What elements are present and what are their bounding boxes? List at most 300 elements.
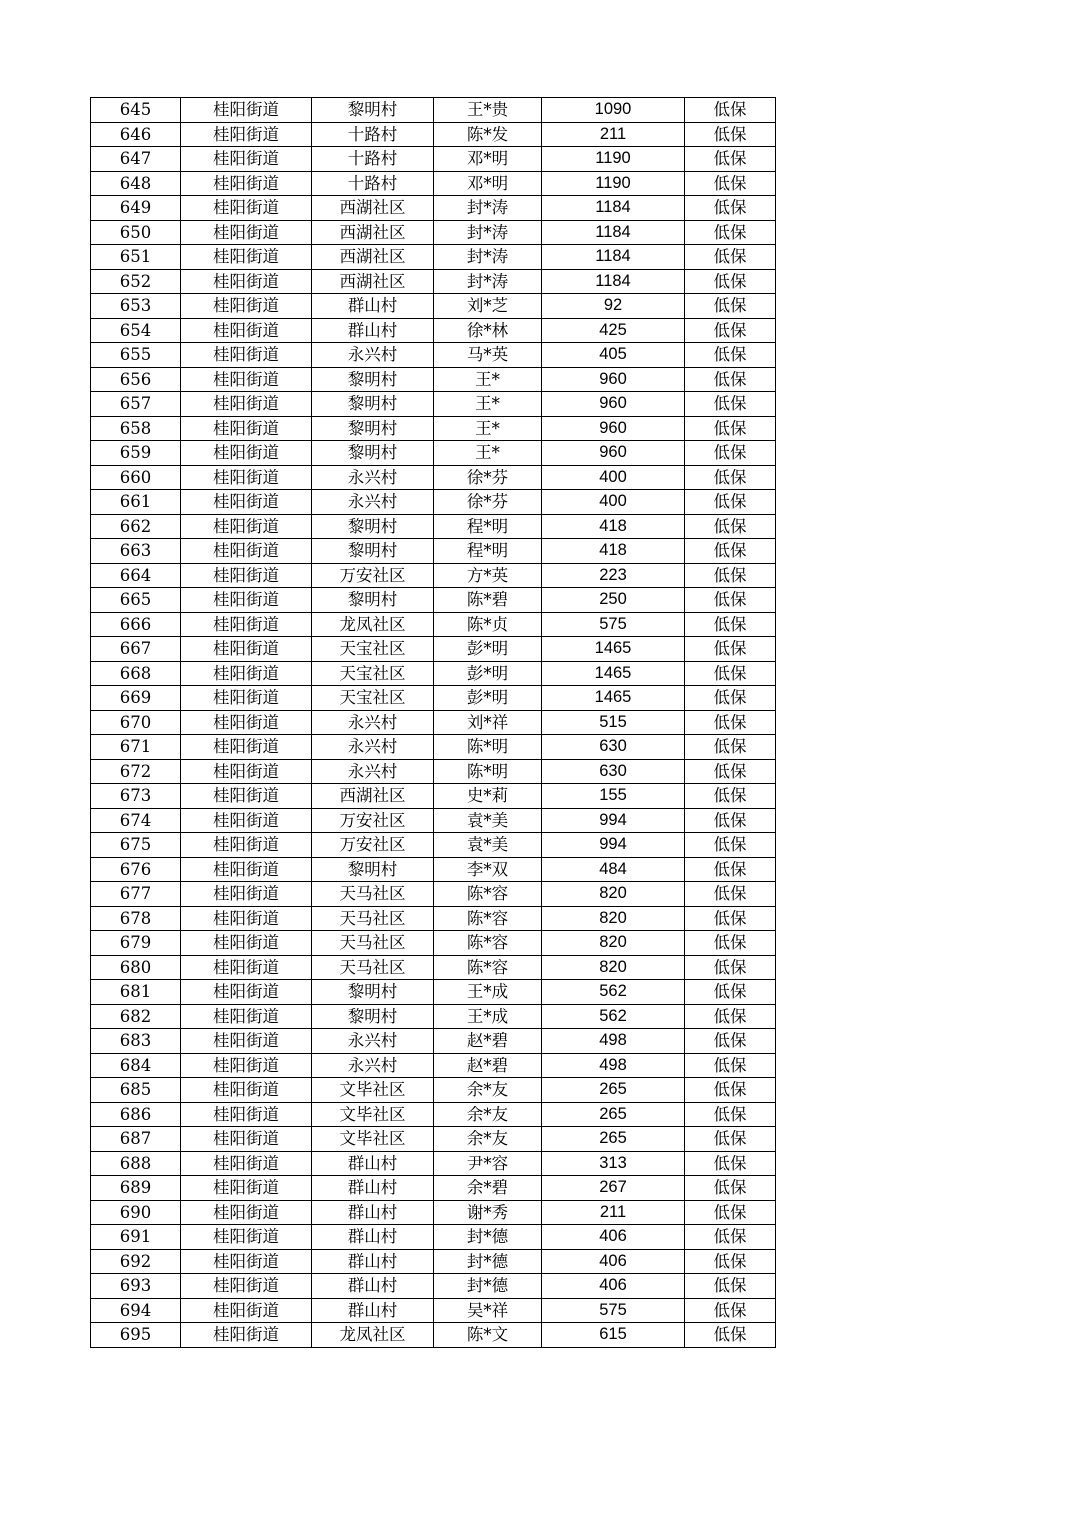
community-cell: 黎明村: [312, 441, 434, 466]
table-row: [91, 539, 776, 564]
row-number-cell: 664: [91, 563, 181, 588]
community-cell: 黎明村: [312, 98, 434, 123]
type-cell: 低保: [685, 1274, 776, 1299]
row-number-cell: 687: [91, 1127, 181, 1152]
amount-cell: 265: [542, 1127, 685, 1152]
table-row: [91, 245, 776, 270]
name-cell: 徐*芬: [434, 465, 542, 490]
table-row: [91, 98, 776, 123]
community-cell: 群山村: [312, 1176, 434, 1201]
table-row: [91, 196, 776, 221]
table-row: [91, 318, 776, 343]
street-cell: 桂阳街道: [181, 1151, 312, 1176]
name-cell: 陈*容: [434, 882, 542, 907]
type-cell: 低保: [685, 686, 776, 711]
table-row: [91, 1004, 776, 1029]
community-cell: 黎明村: [312, 367, 434, 392]
table-row: [91, 220, 776, 245]
table-row: [91, 490, 776, 515]
amount-cell: 1465: [542, 637, 685, 662]
table-row: [91, 588, 776, 613]
table-row: [91, 759, 776, 784]
table-row: [91, 686, 776, 711]
street-cell: 桂阳街道: [181, 1078, 312, 1103]
type-cell: 低保: [685, 294, 776, 319]
name-cell: 方*英: [434, 563, 542, 588]
street-cell: 桂阳街道: [181, 416, 312, 441]
type-cell: 低保: [685, 612, 776, 637]
name-cell: 余*友: [434, 1127, 542, 1152]
community-cell: 群山村: [312, 294, 434, 319]
type-cell: 低保: [685, 1200, 776, 1225]
row-number-cell: 677: [91, 882, 181, 907]
street-cell: 桂阳街道: [181, 343, 312, 368]
name-cell: 王*: [434, 416, 542, 441]
table-row: [91, 122, 776, 147]
row-number-cell: 655: [91, 343, 181, 368]
data-table-container: [90, 97, 776, 1348]
type-cell: 低保: [685, 1225, 776, 1250]
table-row: [91, 1078, 776, 1103]
name-cell: 程*明: [434, 539, 542, 564]
type-cell: 低保: [685, 833, 776, 858]
amount-cell: 1190: [542, 171, 685, 196]
street-cell: 桂阳街道: [181, 710, 312, 735]
street-cell: 桂阳街道: [181, 98, 312, 123]
community-cell: 天宝社区: [312, 661, 434, 686]
table-row: [91, 882, 776, 907]
row-number-cell: 688: [91, 1151, 181, 1176]
name-cell: 王*贵: [434, 98, 542, 123]
street-cell: 桂阳街道: [181, 857, 312, 882]
type-cell: 低保: [685, 514, 776, 539]
amount-cell: 1090: [542, 98, 685, 123]
amount-cell: 400: [542, 490, 685, 515]
street-cell: 桂阳街道: [181, 1249, 312, 1274]
table-row: [91, 367, 776, 392]
amount-cell: 405: [542, 343, 685, 368]
name-cell: 王*成: [434, 1004, 542, 1029]
community-cell: 黎明村: [312, 980, 434, 1005]
type-cell: 低保: [685, 1298, 776, 1323]
row-number-cell: 689: [91, 1176, 181, 1201]
community-cell: 黎明村: [312, 416, 434, 441]
table-row: [91, 637, 776, 662]
name-cell: 谢*秀: [434, 1200, 542, 1225]
street-cell: 桂阳街道: [181, 955, 312, 980]
community-cell: 永兴村: [312, 735, 434, 760]
row-number-cell: 674: [91, 808, 181, 833]
street-cell: 桂阳街道: [181, 294, 312, 319]
name-cell: 王*: [434, 392, 542, 417]
row-number-cell: 671: [91, 735, 181, 760]
community-cell: 永兴村: [312, 1053, 434, 1078]
community-cell: 天马社区: [312, 882, 434, 907]
name-cell: 陈*容: [434, 955, 542, 980]
table-row: [91, 563, 776, 588]
row-number-cell: 682: [91, 1004, 181, 1029]
type-cell: 低保: [685, 490, 776, 515]
street-cell: 桂阳街道: [181, 490, 312, 515]
row-number-cell: 670: [91, 710, 181, 735]
community-cell: 十路村: [312, 171, 434, 196]
amount-cell: 630: [542, 759, 685, 784]
type-cell: 低保: [685, 220, 776, 245]
amount-cell: 498: [542, 1029, 685, 1054]
row-number-cell: 667: [91, 637, 181, 662]
street-cell: 桂阳街道: [181, 1323, 312, 1348]
community-cell: 黎明村: [312, 1004, 434, 1029]
street-cell: 桂阳街道: [181, 465, 312, 490]
name-cell: 赵*碧: [434, 1053, 542, 1078]
amount-cell: 1190: [542, 147, 685, 172]
type-cell: 低保: [685, 147, 776, 172]
street-cell: 桂阳街道: [181, 539, 312, 564]
name-cell: 封*涛: [434, 245, 542, 270]
street-cell: 桂阳街道: [181, 735, 312, 760]
community-cell: 永兴村: [312, 759, 434, 784]
amount-cell: 820: [542, 955, 685, 980]
street-cell: 桂阳街道: [181, 1102, 312, 1127]
amount-cell: 820: [542, 906, 685, 931]
type-cell: 低保: [685, 857, 776, 882]
row-number-cell: 680: [91, 955, 181, 980]
street-cell: 桂阳街道: [181, 245, 312, 270]
community-cell: 黎明村: [312, 514, 434, 539]
name-cell: 封*德: [434, 1249, 542, 1274]
row-number-cell: 645: [91, 98, 181, 123]
table-row: [91, 857, 776, 882]
name-cell: 封*德: [434, 1274, 542, 1299]
type-cell: 低保: [685, 343, 776, 368]
community-cell: 永兴村: [312, 465, 434, 490]
name-cell: 陈*碧: [434, 588, 542, 613]
row-number-cell: 653: [91, 294, 181, 319]
type-cell: 低保: [685, 808, 776, 833]
community-cell: 万安社区: [312, 563, 434, 588]
type-cell: 低保: [685, 588, 776, 613]
community-cell: 西湖社区: [312, 220, 434, 245]
row-number-cell: 676: [91, 857, 181, 882]
name-cell: 尹*容: [434, 1151, 542, 1176]
amount-cell: 820: [542, 931, 685, 956]
type-cell: 低保: [685, 906, 776, 931]
table-row: [91, 1225, 776, 1250]
amount-cell: 92: [542, 294, 685, 319]
type-cell: 低保: [685, 1249, 776, 1274]
street-cell: 桂阳街道: [181, 1053, 312, 1078]
type-cell: 低保: [685, 710, 776, 735]
amount-cell: 1184: [542, 269, 685, 294]
street-cell: 桂阳街道: [181, 1127, 312, 1152]
table-row: [91, 416, 776, 441]
community-cell: 黎明村: [312, 588, 434, 613]
name-cell: 彭*明: [434, 686, 542, 711]
table-row: [91, 147, 776, 172]
row-number-cell: 650: [91, 220, 181, 245]
street-cell: 桂阳街道: [181, 1274, 312, 1299]
table-row: [91, 833, 776, 858]
amount-cell: 960: [542, 416, 685, 441]
type-cell: 低保: [685, 122, 776, 147]
community-cell: 天宝社区: [312, 686, 434, 711]
table-row: [91, 1298, 776, 1323]
table-row: [91, 980, 776, 1005]
row-number-cell: 646: [91, 122, 181, 147]
street-cell: 桂阳街道: [181, 220, 312, 245]
amount-cell: 615: [542, 1323, 685, 1348]
street-cell: 桂阳街道: [181, 980, 312, 1005]
type-cell: 低保: [685, 1151, 776, 1176]
table-row: [91, 1249, 776, 1274]
name-cell: 刘*祥: [434, 710, 542, 735]
street-cell: 桂阳街道: [181, 318, 312, 343]
table-row: [91, 931, 776, 956]
type-cell: 低保: [685, 392, 776, 417]
row-number-cell: 679: [91, 931, 181, 956]
community-cell: 天马社区: [312, 955, 434, 980]
row-number-cell: 661: [91, 490, 181, 515]
table-row: [91, 465, 776, 490]
amount-cell: 1184: [542, 196, 685, 221]
name-cell: 邓*明: [434, 147, 542, 172]
community-cell: 群山村: [312, 1151, 434, 1176]
amount-cell: 1465: [542, 686, 685, 711]
type-cell: 低保: [685, 1176, 776, 1201]
data-table: [90, 97, 776, 1348]
amount-cell: 1184: [542, 220, 685, 245]
community-cell: 十路村: [312, 122, 434, 147]
name-cell: 陈*文: [434, 1323, 542, 1348]
type-cell: 低保: [685, 980, 776, 1005]
street-cell: 桂阳街道: [181, 661, 312, 686]
street-cell: 桂阳街道: [181, 1176, 312, 1201]
table-row: [91, 1127, 776, 1152]
type-cell: 低保: [685, 98, 776, 123]
amount-cell: 994: [542, 833, 685, 858]
name-cell: 余*友: [434, 1078, 542, 1103]
row-number-cell: 691: [91, 1225, 181, 1250]
amount-cell: 406: [542, 1274, 685, 1299]
amount-cell: 562: [542, 980, 685, 1005]
table-row: [91, 1053, 776, 1078]
type-cell: 低保: [685, 784, 776, 809]
amount-cell: 960: [542, 441, 685, 466]
row-number-cell: 658: [91, 416, 181, 441]
row-number-cell: 672: [91, 759, 181, 784]
amount-cell: 406: [542, 1249, 685, 1274]
type-cell: 低保: [685, 318, 776, 343]
street-cell: 桂阳街道: [181, 122, 312, 147]
type-cell: 低保: [685, 931, 776, 956]
name-cell: 马*英: [434, 343, 542, 368]
table-row: [91, 612, 776, 637]
amount-cell: 498: [542, 1053, 685, 1078]
community-cell: 黎明村: [312, 539, 434, 564]
type-cell: 低保: [685, 955, 776, 980]
name-cell: 封*涛: [434, 220, 542, 245]
name-cell: 陈*明: [434, 759, 542, 784]
row-number-cell: 668: [91, 661, 181, 686]
street-cell: 桂阳街道: [181, 1029, 312, 1054]
table-body: [91, 98, 776, 1348]
name-cell: 袁*美: [434, 833, 542, 858]
community-cell: 黎明村: [312, 392, 434, 417]
type-cell: 低保: [685, 735, 776, 760]
name-cell: 封*涛: [434, 196, 542, 221]
row-number-cell: 651: [91, 245, 181, 270]
type-cell: 低保: [685, 367, 776, 392]
name-cell: 王*成: [434, 980, 542, 1005]
type-cell: 低保: [685, 1323, 776, 1348]
row-number-cell: 662: [91, 514, 181, 539]
name-cell: 彭*明: [434, 637, 542, 662]
community-cell: 天马社区: [312, 931, 434, 956]
row-number-cell: 675: [91, 833, 181, 858]
row-number-cell: 694: [91, 1298, 181, 1323]
amount-cell: 406: [542, 1225, 685, 1250]
street-cell: 桂阳街道: [181, 514, 312, 539]
type-cell: 低保: [685, 441, 776, 466]
amount-cell: 223: [542, 563, 685, 588]
amount-cell: 418: [542, 539, 685, 564]
type-cell: 低保: [685, 661, 776, 686]
row-number-cell: 693: [91, 1274, 181, 1299]
name-cell: 程*明: [434, 514, 542, 539]
name-cell: 余*友: [434, 1102, 542, 1127]
community-cell: 黎明村: [312, 857, 434, 882]
amount-cell: 515: [542, 710, 685, 735]
row-number-cell: 666: [91, 612, 181, 637]
name-cell: 陈*明: [434, 735, 542, 760]
table-row: [91, 392, 776, 417]
table-row: [91, 294, 776, 319]
street-cell: 桂阳街道: [181, 931, 312, 956]
row-number-cell: 678: [91, 906, 181, 931]
community-cell: 文毕社区: [312, 1127, 434, 1152]
community-cell: 万安社区: [312, 833, 434, 858]
row-number-cell: 647: [91, 147, 181, 172]
name-cell: 史*莉: [434, 784, 542, 809]
type-cell: 低保: [685, 1127, 776, 1152]
table-row: [91, 1176, 776, 1201]
street-cell: 桂阳街道: [181, 392, 312, 417]
table-row: [91, 441, 776, 466]
community-cell: 西湖社区: [312, 245, 434, 270]
street-cell: 桂阳街道: [181, 906, 312, 931]
community-cell: 群山村: [312, 1225, 434, 1250]
table-row: [91, 1200, 776, 1225]
community-cell: 天马社区: [312, 906, 434, 931]
amount-cell: 211: [542, 1200, 685, 1225]
street-cell: 桂阳街道: [181, 563, 312, 588]
type-cell: 低保: [685, 245, 776, 270]
table-row: [91, 784, 776, 809]
type-cell: 低保: [685, 416, 776, 441]
name-cell: 封*德: [434, 1225, 542, 1250]
community-cell: 龙凤社区: [312, 1323, 434, 1348]
row-number-cell: 695: [91, 1323, 181, 1348]
amount-cell: 630: [542, 735, 685, 760]
amount-cell: 250: [542, 588, 685, 613]
street-cell: 桂阳街道: [181, 196, 312, 221]
table-row: [91, 343, 776, 368]
row-number-cell: 654: [91, 318, 181, 343]
community-cell: 文毕社区: [312, 1102, 434, 1127]
amount-cell: 575: [542, 612, 685, 637]
row-number-cell: 649: [91, 196, 181, 221]
name-cell: 王*: [434, 367, 542, 392]
table-row: [91, 710, 776, 735]
street-cell: 桂阳街道: [181, 612, 312, 637]
table-row: [91, 808, 776, 833]
community-cell: 十路村: [312, 147, 434, 172]
street-cell: 桂阳街道: [181, 784, 312, 809]
row-number-cell: 657: [91, 392, 181, 417]
name-cell: 王*: [434, 441, 542, 466]
amount-cell: 575: [542, 1298, 685, 1323]
row-number-cell: 669: [91, 686, 181, 711]
street-cell: 桂阳街道: [181, 269, 312, 294]
name-cell: 余*碧: [434, 1176, 542, 1201]
table-row: [91, 269, 776, 294]
name-cell: 陈*发: [434, 122, 542, 147]
community-cell: 永兴村: [312, 710, 434, 735]
amount-cell: 211: [542, 122, 685, 147]
name-cell: 邓*明: [434, 171, 542, 196]
name-cell: 徐*芬: [434, 490, 542, 515]
name-cell: 彭*明: [434, 661, 542, 686]
name-cell: 徐*林: [434, 318, 542, 343]
name-cell: 吴*祥: [434, 1298, 542, 1323]
street-cell: 桂阳街道: [181, 588, 312, 613]
amount-cell: 313: [542, 1151, 685, 1176]
table-row: [91, 906, 776, 931]
name-cell: 赵*碧: [434, 1029, 542, 1054]
amount-cell: 400: [542, 465, 685, 490]
street-cell: 桂阳街道: [181, 637, 312, 662]
community-cell: 万安社区: [312, 808, 434, 833]
name-cell: 陈*容: [434, 906, 542, 931]
community-cell: 群山村: [312, 318, 434, 343]
type-cell: 低保: [685, 196, 776, 221]
street-cell: 桂阳街道: [181, 441, 312, 466]
name-cell: 陈*容: [434, 931, 542, 956]
type-cell: 低保: [685, 539, 776, 564]
type-cell: 低保: [685, 637, 776, 662]
community-cell: 西湖社区: [312, 269, 434, 294]
type-cell: 低保: [685, 269, 776, 294]
type-cell: 低保: [685, 465, 776, 490]
table-row: [91, 1029, 776, 1054]
street-cell: 桂阳街道: [181, 171, 312, 196]
community-cell: 西湖社区: [312, 196, 434, 221]
community-cell: 龙凤社区: [312, 612, 434, 637]
name-cell: 陈*贞: [434, 612, 542, 637]
table-row: [91, 171, 776, 196]
type-cell: 低保: [685, 1078, 776, 1103]
community-cell: 永兴村: [312, 343, 434, 368]
amount-cell: 484: [542, 857, 685, 882]
amount-cell: 562: [542, 1004, 685, 1029]
amount-cell: 267: [542, 1176, 685, 1201]
amount-cell: 960: [542, 367, 685, 392]
table-row: [91, 1274, 776, 1299]
community-cell: 群山村: [312, 1200, 434, 1225]
table-row: [91, 661, 776, 686]
community-cell: 群山村: [312, 1249, 434, 1274]
row-number-cell: 673: [91, 784, 181, 809]
